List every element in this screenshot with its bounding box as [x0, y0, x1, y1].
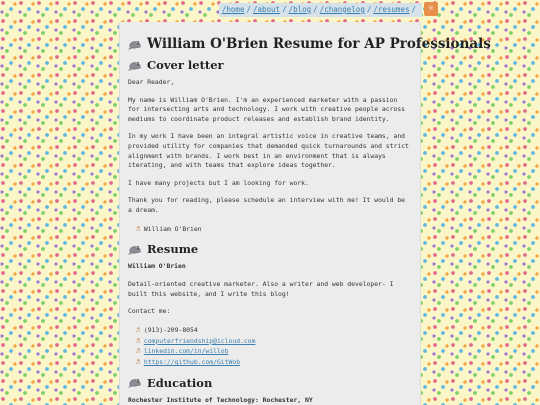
- education-heading-text: Education: [147, 375, 213, 390]
- contact-label: Contact me:: [128, 307, 171, 316]
- list-item: [136, 357, 412, 368]
- resume-heading: [128, 242, 412, 256]
- signature-text: William O'Brien: [143, 224, 202, 233]
- nav-separator: /: [366, 5, 372, 14]
- nav-separator: /: [246, 5, 251, 14]
- nav-link-home[interactable]: /home: [221, 5, 245, 14]
- nav-separator: /: [411, 5, 416, 14]
- music-note-icon: ♬: [136, 224, 140, 233]
- contact-email-link[interactable]: computerfriendship@icloud.com: [143, 336, 256, 345]
- education-heading: [128, 376, 412, 390]
- rat-icon: [128, 244, 142, 255]
- list-item: [136, 325, 412, 336]
- rat-icon: [128, 60, 142, 71]
- list-item: [136, 346, 412, 357]
- list-item: [136, 224, 412, 235]
- resume-summary: Detail-oriented creative marketer. Also a writer and web developer- I built this website, and I write this blog!: [128, 279, 394, 298]
- cover-letter-heading: [128, 58, 412, 72]
- nav-link-about[interactable]: /about: [252, 5, 281, 14]
- nav-link-changelog[interactable]: /changelog: [319, 5, 365, 14]
- list-item: [136, 336, 412, 347]
- music-note-icon: ♬: [136, 336, 140, 345]
- nav-separator: /: [313, 5, 318, 14]
- nav-link-blog[interactable]: /blog: [288, 5, 312, 14]
- nav-link-resumes[interactable]: /resumes: [373, 5, 410, 14]
- cover-letter-paragraph-2: In my work I have been an integral artistic voice in creative teams, and provided utility for companies that demanded quick turnarounds and strict alignment with brands. I work best in an environment that is always iterating, and with teams that explore ideas together.: [128, 132, 409, 170]
- sun-icon[interactable]: ☼: [424, 2, 438, 16]
- rat-icon: [128, 39, 142, 50]
- cover-letter-paragraph-3: I have many projects but I am looking for work.: [128, 178, 309, 187]
- education-school: Rochester Institute of Technology: Rochester, NY: [128, 395, 313, 404]
- rat-icon: [128, 377, 142, 388]
- page-title-text: William O'Brien Resume for AP Professionals: [147, 36, 491, 52]
- contact-phone: (913)-209-8054: [143, 325, 198, 334]
- contact-linkedin-link[interactable]: linkedin.com/in/willob: [143, 347, 229, 356]
- nav-separator: /: [282, 5, 287, 14]
- music-note-icon: ♬: [136, 347, 140, 356]
- cover-letter-paragraph-1: My name is William O'Brien. I'm an experienced marketer with a passion for intersecting arts and technology. I work with creative people across mediums to coordinate product releases and establish brand identity.: [128, 95, 406, 123]
- contact-github-link[interactable]: https://github.com/GitWob: [143, 358, 241, 367]
- contact-list: [128, 325, 412, 368]
- resume-content-panel: [119, 22, 491, 405]
- page-title: [128, 36, 491, 52]
- resume-heading-text: Resume: [147, 242, 199, 257]
- cover-letter-heading-text: Cover letter: [147, 58, 224, 72]
- top-navigation: [219, 3, 434, 17]
- music-note-icon: ♬: [136, 358, 140, 367]
- signature-list: [128, 224, 412, 235]
- cover-letter-paragraph-4: Thank you for reading, please schedule an interview with me! It would be a dream.: [128, 196, 406, 214]
- cover-letter-greeting: Dear Reader,: [128, 78, 175, 86]
- resume-name: William O'Brien: [128, 262, 186, 271]
- music-note-icon: ♬: [136, 325, 140, 334]
